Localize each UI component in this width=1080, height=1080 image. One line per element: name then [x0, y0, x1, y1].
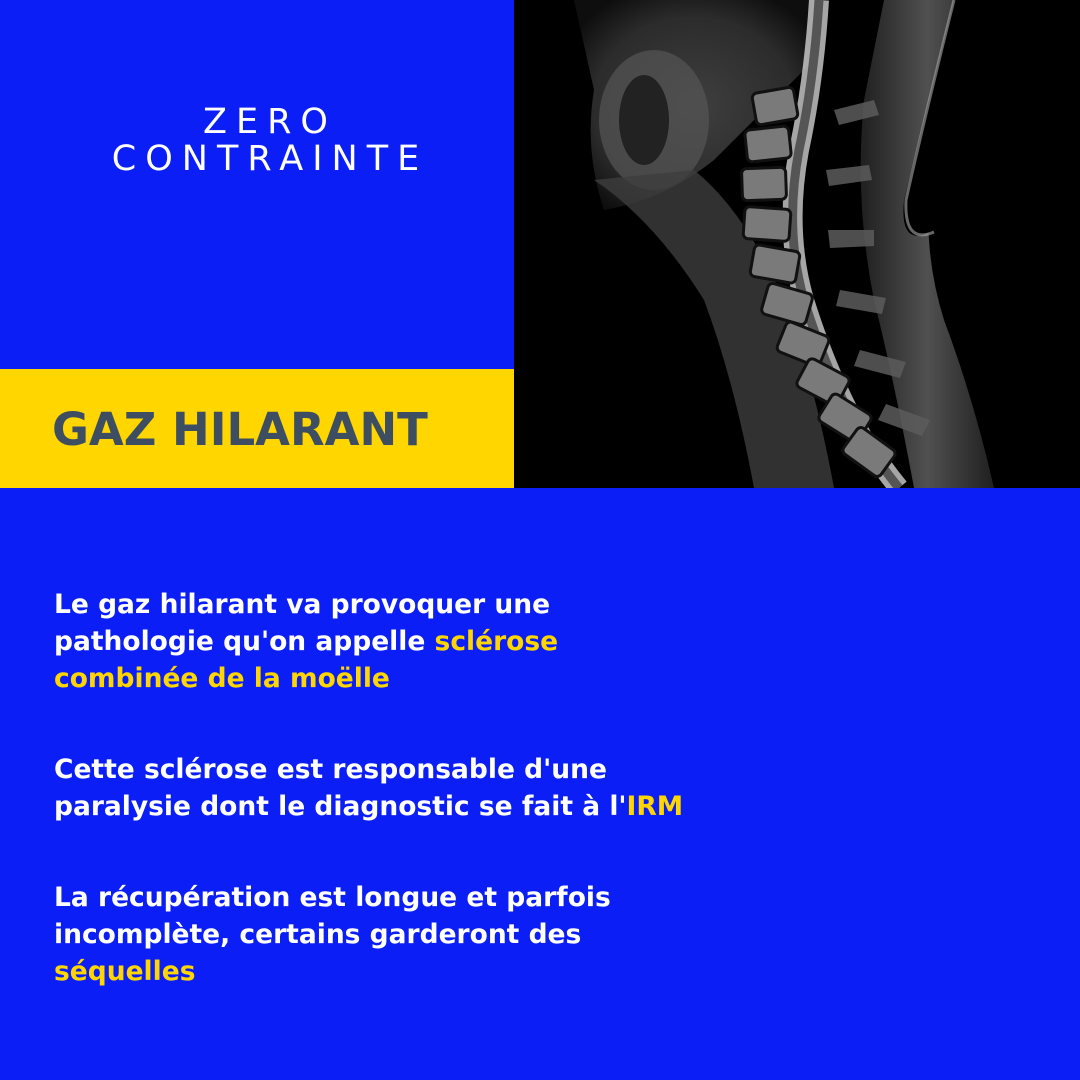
paragraph-1	[54, 586, 1044, 697]
brand-line-1: ZERO	[203, 102, 337, 142]
paragraph-3-line-1: La récupération est longue et parfois	[54, 882, 611, 913]
paragraph-3-highlight: séquelles	[54, 956, 196, 987]
page-title: GAZ HILARANT	[52, 403, 428, 456]
paragraph-2-highlight: IRM	[626, 791, 684, 822]
paragraph-1-highlight-2: combinée de la moëlle	[54, 663, 390, 694]
paragraph-2-line-1: Cette sclérose est responsable d'une	[54, 754, 607, 785]
title-banner	[0, 369, 514, 488]
mri-spine-scan-image	[514, 0, 1080, 488]
paragraph-1-line-1: Le gaz hilarant va provoquer une	[54, 589, 551, 620]
paragraph-2	[54, 751, 1044, 825]
brand-line-2: CONTRAINTE	[111, 139, 429, 179]
paragraph-3-line-2: incomplète, certains garderont des	[54, 919, 582, 950]
paragraph-2-line-2: paralysie dont le diagnostic se fait à l'	[54, 791, 627, 822]
paragraph-1-line-2: pathologie qu'on appelle	[54, 626, 435, 657]
body-content	[54, 586, 1044, 1044]
mri-spine-scan-icon	[514, 0, 1080, 488]
brand-logo	[0, 104, 540, 178]
header-panel	[0, 0, 514, 370]
paragraph-1-highlight-1: sclérose	[434, 626, 559, 657]
paragraph-3	[54, 879, 1044, 990]
